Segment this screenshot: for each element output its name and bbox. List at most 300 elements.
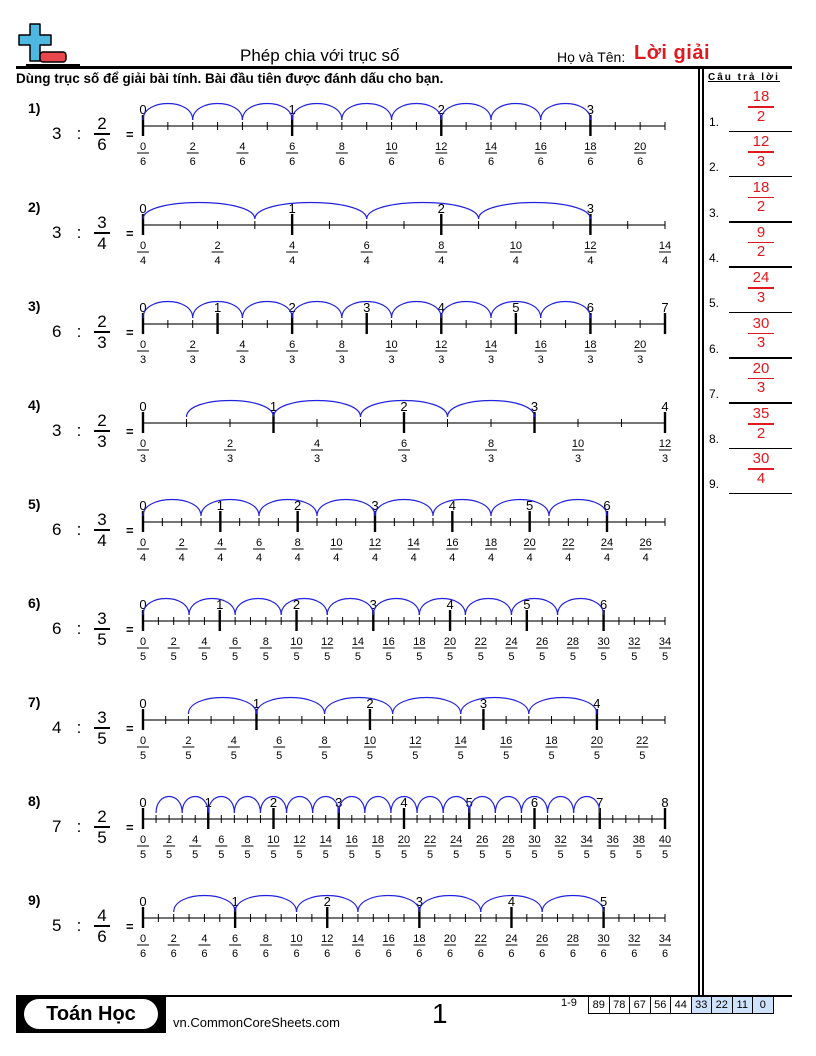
svg-text:3: 3 bbox=[239, 354, 246, 366]
answer-number: 1. bbox=[709, 115, 720, 129]
answer-number: 5. bbox=[709, 296, 720, 311]
svg-text:20: 20 bbox=[397, 834, 411, 846]
jump-arc bbox=[255, 203, 367, 220]
tick-fraction-label bbox=[659, 438, 671, 465]
score-cell: 22 bbox=[712, 997, 733, 1014]
tick-fraction-label bbox=[659, 933, 671, 960]
tick-fraction-label bbox=[236, 141, 248, 168]
svg-text:20: 20 bbox=[634, 141, 647, 153]
svg-text:6: 6 bbox=[276, 735, 283, 747]
divide-sign: : bbox=[76, 322, 82, 341]
whole-number-label: 0 bbox=[139, 201, 147, 216]
svg-text:4: 4 bbox=[289, 240, 296, 252]
problem-number: 9) bbox=[28, 892, 41, 908]
answer-number: 2. bbox=[709, 160, 720, 175]
jump-arc bbox=[242, 104, 292, 121]
answer-column-divider-inner bbox=[702, 69, 704, 996]
dividend: 5 bbox=[52, 916, 62, 935]
svg-text:6: 6 bbox=[354, 948, 362, 960]
svg-text:3: 3 bbox=[139, 453, 147, 465]
svg-text:4: 4 bbox=[410, 552, 417, 564]
dividend: 6 bbox=[52, 322, 62, 341]
equals-sign: = bbox=[126, 720, 134, 736]
svg-text:5: 5 bbox=[385, 651, 392, 663]
header-rule bbox=[16, 66, 792, 69]
divisor-numerator: 4 bbox=[97, 906, 107, 926]
svg-text:3: 3 bbox=[574, 453, 582, 465]
tick-fraction-label bbox=[137, 834, 149, 861]
svg-text:5: 5 bbox=[569, 651, 576, 663]
svg-text:0: 0 bbox=[139, 339, 147, 351]
tick-fraction-label bbox=[554, 834, 566, 861]
divisor-numerator: 2 bbox=[97, 411, 107, 431]
answer-fraction bbox=[746, 360, 776, 398]
tick-fraction-label bbox=[444, 933, 456, 960]
divisor-numerator: 3 bbox=[97, 609, 107, 629]
equals-sign: = bbox=[126, 126, 134, 142]
svg-text:10: 10 bbox=[290, 636, 303, 648]
svg-text:5: 5 bbox=[479, 849, 486, 861]
tick-fraction-label bbox=[398, 438, 410, 465]
whole-number-label: 5 bbox=[523, 597, 531, 612]
jump-arc bbox=[234, 797, 260, 814]
svg-text:0: 0 bbox=[139, 933, 147, 945]
divisor-denominator: 6 bbox=[97, 134, 107, 154]
whole-number-label: 1 bbox=[216, 498, 224, 513]
svg-text:5: 5 bbox=[503, 750, 510, 762]
number-line bbox=[0, 298, 690, 388]
score-cell: 33 bbox=[692, 997, 713, 1014]
jump-arc bbox=[393, 698, 461, 715]
svg-text:5: 5 bbox=[354, 651, 362, 663]
svg-text:5: 5 bbox=[270, 849, 277, 861]
svg-text:5: 5 bbox=[427, 849, 434, 861]
whole-number-label: 0 bbox=[139, 102, 147, 117]
tick-fraction-label bbox=[408, 537, 420, 564]
site-link[interactable]: vn.CommonCoreSheets.com bbox=[173, 1015, 340, 1030]
tick-fraction-label bbox=[137, 636, 149, 663]
tick-fraction-label bbox=[584, 339, 596, 366]
svg-text:8: 8 bbox=[294, 537, 301, 549]
svg-text:5: 5 bbox=[457, 750, 464, 762]
tick-fraction-label bbox=[383, 636, 395, 663]
problem bbox=[0, 298, 690, 388]
svg-text:6: 6 bbox=[400, 438, 408, 450]
tick-fraction-label bbox=[321, 933, 333, 960]
tick-fraction-label bbox=[628, 933, 640, 960]
answer-numerator: 30 bbox=[752, 314, 770, 332]
svg-text:38: 38 bbox=[632, 834, 646, 846]
svg-text:8: 8 bbox=[338, 141, 345, 153]
svg-text:6: 6 bbox=[239, 156, 246, 168]
svg-text:30: 30 bbox=[597, 636, 610, 648]
divisor-numerator: 2 bbox=[97, 807, 107, 827]
jump-arc bbox=[548, 797, 574, 814]
svg-text:16: 16 bbox=[446, 537, 459, 549]
answer-denominator: 3 bbox=[756, 334, 766, 351]
svg-text:4: 4 bbox=[313, 438, 321, 450]
answer-numerator: 9 bbox=[756, 223, 766, 241]
jump-arc bbox=[287, 797, 313, 814]
svg-text:12: 12 bbox=[435, 141, 448, 153]
svg-text:6: 6 bbox=[255, 537, 263, 549]
score-cell: 11 bbox=[733, 997, 754, 1014]
svg-text:6: 6 bbox=[446, 948, 454, 960]
tick-fraction-label bbox=[273, 735, 285, 762]
tick-fraction-label bbox=[236, 339, 248, 366]
svg-text:5: 5 bbox=[166, 849, 173, 861]
svg-text:8: 8 bbox=[338, 339, 345, 351]
tick-fraction-label bbox=[581, 834, 593, 861]
tick-fraction-label bbox=[424, 834, 436, 861]
number-line bbox=[0, 496, 690, 586]
svg-text:22: 22 bbox=[474, 636, 487, 648]
divide-sign: : bbox=[76, 223, 82, 242]
svg-text:0: 0 bbox=[139, 141, 147, 153]
answer-line bbox=[729, 176, 792, 178]
jump-arc bbox=[441, 104, 491, 121]
svg-text:4: 4 bbox=[217, 552, 224, 564]
svg-text:5: 5 bbox=[446, 651, 454, 663]
svg-text:5: 5 bbox=[609, 849, 616, 861]
svg-text:10: 10 bbox=[385, 141, 398, 153]
svg-text:3: 3 bbox=[661, 453, 669, 465]
problem bbox=[0, 694, 690, 784]
equals-sign: = bbox=[126, 621, 134, 637]
tick-fraction-label bbox=[455, 735, 467, 762]
svg-text:6: 6 bbox=[416, 948, 423, 960]
answer-numerator: 24 bbox=[752, 269, 770, 287]
answer-column-divider bbox=[698, 69, 700, 996]
whole-number-label: 2 bbox=[437, 201, 445, 216]
tick-fraction-label bbox=[435, 141, 447, 168]
tick-fraction-label bbox=[137, 141, 149, 168]
svg-text:6: 6 bbox=[324, 948, 331, 960]
svg-text:20: 20 bbox=[443, 933, 457, 945]
svg-text:10: 10 bbox=[571, 438, 585, 450]
whole-number-label: 3 bbox=[479, 696, 488, 711]
tick-fraction-label bbox=[168, 636, 180, 663]
whole-number-label: 0 bbox=[139, 399, 147, 414]
jump-arc bbox=[274, 401, 361, 418]
whole-number-label: 3 bbox=[586, 201, 595, 216]
svg-text:18: 18 bbox=[413, 636, 426, 648]
svg-text:6: 6 bbox=[289, 339, 296, 351]
svg-text:6: 6 bbox=[438, 156, 445, 168]
divisor-denominator: 5 bbox=[97, 728, 107, 748]
whole-number-label: 7 bbox=[596, 795, 604, 810]
answer-fraction bbox=[746, 224, 776, 262]
svg-text:4: 4 bbox=[603, 552, 611, 564]
svg-text:4: 4 bbox=[487, 552, 495, 564]
svg-text:5: 5 bbox=[321, 750, 328, 762]
answer-line bbox=[729, 266, 792, 268]
svg-text:6: 6 bbox=[189, 156, 196, 168]
svg-text:18: 18 bbox=[484, 537, 498, 549]
jump-arc bbox=[242, 302, 292, 319]
answer-number: 6. bbox=[709, 341, 720, 356]
svg-text:4: 4 bbox=[139, 255, 147, 267]
whole-number-label: 4 bbox=[593, 696, 601, 711]
dividend: 3 bbox=[52, 421, 62, 440]
svg-text:16: 16 bbox=[534, 141, 547, 153]
svg-text:6: 6 bbox=[363, 240, 370, 252]
svg-text:3: 3 bbox=[487, 453, 495, 465]
svg-text:20: 20 bbox=[590, 735, 604, 747]
problem bbox=[0, 397, 690, 487]
answer-denominator: 2 bbox=[756, 243, 766, 261]
whole-number-label: 0 bbox=[139, 795, 147, 810]
svg-text:10: 10 bbox=[509, 240, 522, 252]
jump-arc bbox=[392, 302, 442, 319]
tick-fraction-label bbox=[168, 933, 180, 960]
problem-number: 2) bbox=[28, 199, 41, 215]
page-number: 1 bbox=[432, 998, 448, 1029]
jump-arc bbox=[417, 797, 443, 814]
tick-fraction-label bbox=[607, 834, 619, 861]
svg-text:0: 0 bbox=[139, 537, 147, 549]
jump-arc bbox=[419, 599, 465, 616]
tick-fraction-label bbox=[450, 834, 462, 861]
svg-text:18: 18 bbox=[371, 834, 385, 846]
svg-text:5: 5 bbox=[639, 750, 646, 762]
divide-sign: : bbox=[76, 916, 82, 935]
equals-sign: = bbox=[126, 918, 134, 934]
answer-denominator: 4 bbox=[756, 469, 766, 487]
whole-number-label: 5 bbox=[526, 498, 534, 513]
tick-fraction-label bbox=[321, 636, 333, 663]
answer-item bbox=[706, 405, 792, 449]
svg-text:5: 5 bbox=[139, 651, 147, 663]
svg-text:2: 2 bbox=[214, 240, 221, 252]
svg-text:5: 5 bbox=[348, 849, 355, 861]
svg-text:30: 30 bbox=[528, 834, 541, 846]
svg-text:3: 3 bbox=[139, 354, 147, 366]
svg-text:14: 14 bbox=[484, 141, 498, 153]
divisor-numerator: 3 bbox=[97, 213, 107, 233]
svg-text:5: 5 bbox=[230, 750, 237, 762]
jump-arc bbox=[201, 500, 259, 517]
tick-fraction-label bbox=[584, 141, 596, 168]
svg-text:5: 5 bbox=[262, 651, 269, 663]
whole-number-label: 1 bbox=[216, 597, 224, 612]
answer-denominator: 3 bbox=[756, 288, 766, 306]
svg-text:5: 5 bbox=[192, 849, 199, 861]
svg-text:4: 4 bbox=[294, 552, 301, 564]
svg-text:5: 5 bbox=[531, 849, 538, 861]
divide-sign: : bbox=[76, 421, 82, 440]
tick-fraction-label bbox=[182, 735, 194, 762]
svg-text:34: 34 bbox=[580, 834, 593, 846]
whole-number-label: 6 bbox=[603, 498, 611, 513]
whole-number-label: 1 bbox=[269, 399, 278, 414]
jump-arc bbox=[292, 302, 342, 319]
svg-text:6: 6 bbox=[139, 156, 147, 168]
svg-text:3: 3 bbox=[400, 453, 408, 465]
whole-number-label: 6 bbox=[599, 597, 608, 612]
tick-fraction-label bbox=[597, 636, 609, 663]
svg-text:14: 14 bbox=[454, 735, 467, 747]
svg-text:5: 5 bbox=[635, 849, 642, 861]
jump-arc bbox=[495, 797, 521, 814]
svg-text:32: 32 bbox=[628, 636, 641, 648]
tick-fraction-label bbox=[572, 438, 584, 465]
answer-item bbox=[706, 360, 792, 404]
dividend: 6 bbox=[52, 619, 62, 638]
svg-text:5: 5 bbox=[201, 651, 208, 663]
tick-fraction-label bbox=[528, 834, 540, 861]
jump-arc bbox=[541, 302, 591, 319]
jump-arc bbox=[441, 302, 491, 319]
svg-text:6: 6 bbox=[508, 948, 515, 960]
answer-line bbox=[729, 221, 792, 223]
svg-text:36: 36 bbox=[606, 834, 619, 846]
score-table bbox=[588, 997, 774, 1014]
svg-text:5: 5 bbox=[276, 750, 283, 762]
tick-fraction-label bbox=[137, 240, 149, 267]
tick-fraction-label bbox=[535, 339, 547, 366]
problem-number: 8) bbox=[28, 793, 41, 809]
svg-text:4: 4 bbox=[526, 552, 533, 564]
svg-text:4: 4 bbox=[239, 141, 246, 153]
jump-arc bbox=[187, 401, 274, 418]
divisor-denominator: 5 bbox=[97, 629, 107, 649]
whole-number-label: 4 bbox=[448, 498, 456, 513]
jump-arc bbox=[465, 599, 511, 616]
tick-fraction-label bbox=[260, 933, 272, 960]
svg-text:2: 2 bbox=[170, 636, 177, 648]
svg-text:6: 6 bbox=[637, 156, 644, 168]
tick-fraction-label bbox=[385, 339, 397, 366]
score-cell: 56 bbox=[651, 997, 672, 1014]
problem-number: 3) bbox=[28, 298, 41, 314]
whole-number-label: 4 bbox=[400, 795, 408, 810]
svg-text:5: 5 bbox=[508, 651, 515, 663]
whole-number-label: 2 bbox=[269, 795, 278, 810]
tick-fraction-label bbox=[659, 636, 671, 663]
svg-text:4: 4 bbox=[642, 552, 649, 564]
jump-arc bbox=[327, 599, 373, 616]
svg-text:6: 6 bbox=[539, 948, 546, 960]
tick-fraction-label bbox=[413, 933, 425, 960]
score-cell: 67 bbox=[630, 997, 651, 1014]
whole-number-label: 3 bbox=[415, 894, 423, 909]
tick-fraction-label bbox=[485, 141, 497, 168]
tick-fraction-label bbox=[137, 933, 149, 960]
jump-arc bbox=[281, 599, 327, 616]
svg-text:3: 3 bbox=[388, 354, 395, 366]
svg-text:0: 0 bbox=[139, 735, 147, 747]
whole-number-label: 2 bbox=[292, 597, 301, 612]
svg-text:4: 4 bbox=[192, 834, 199, 846]
tick-fraction-label bbox=[189, 834, 201, 861]
tick-fraction-label bbox=[352, 933, 364, 960]
answer-fraction bbox=[746, 405, 776, 443]
svg-text:16: 16 bbox=[500, 735, 513, 747]
svg-text:5: 5 bbox=[477, 651, 484, 663]
answer-fraction bbox=[746, 315, 776, 353]
jump-arc bbox=[365, 797, 391, 814]
jump-arc bbox=[448, 401, 535, 418]
tick-fraction-label bbox=[137, 339, 149, 366]
svg-text:24: 24 bbox=[600, 537, 614, 549]
problem-number: 5) bbox=[28, 496, 41, 512]
number-line bbox=[0, 892, 690, 982]
svg-text:5: 5 bbox=[139, 849, 147, 861]
svg-text:22: 22 bbox=[562, 537, 575, 549]
svg-text:5: 5 bbox=[366, 750, 374, 762]
tick-fraction-label bbox=[524, 537, 536, 564]
whole-number-label: 0 bbox=[139, 597, 147, 612]
whole-number-label: 1 bbox=[231, 894, 239, 909]
dividend: 4 bbox=[52, 718, 62, 737]
tick-fraction-label bbox=[290, 933, 302, 960]
jump-arc bbox=[174, 896, 235, 913]
svg-text:4: 4 bbox=[201, 636, 208, 648]
tick-fraction-label bbox=[198, 933, 210, 960]
svg-text:10: 10 bbox=[330, 537, 343, 549]
answer-line bbox=[729, 493, 792, 495]
whole-number-label: 4 bbox=[661, 399, 669, 414]
tick-fraction-label bbox=[352, 636, 364, 663]
jump-arc bbox=[367, 203, 479, 220]
svg-text:8: 8 bbox=[438, 240, 445, 252]
svg-text:3: 3 bbox=[189, 354, 196, 366]
answer-fraction bbox=[746, 450, 776, 488]
divisor-numerator: 2 bbox=[97, 114, 107, 134]
svg-text:12: 12 bbox=[293, 834, 306, 846]
svg-text:3: 3 bbox=[587, 354, 594, 366]
svg-text:6: 6 bbox=[289, 156, 296, 168]
svg-text:5: 5 bbox=[218, 849, 225, 861]
svg-text:6: 6 bbox=[388, 156, 395, 168]
svg-text:6: 6 bbox=[661, 948, 669, 960]
svg-text:4: 4 bbox=[214, 255, 221, 267]
svg-text:24: 24 bbox=[505, 636, 518, 648]
whole-number-label: 2 bbox=[323, 894, 331, 909]
svg-text:12: 12 bbox=[435, 339, 448, 351]
problem-number: 1) bbox=[28, 100, 41, 116]
divide-sign: : bbox=[76, 619, 82, 638]
whole-number-label: 6 bbox=[530, 795, 539, 810]
tick-fraction-label bbox=[536, 636, 548, 663]
tick-fraction-label bbox=[435, 240, 447, 267]
answer-denominator: 3 bbox=[756, 379, 766, 397]
svg-text:4: 4 bbox=[255, 552, 263, 564]
svg-text:10: 10 bbox=[267, 834, 280, 846]
jump-arc bbox=[558, 599, 604, 616]
tick-fraction-label bbox=[591, 735, 603, 762]
tick-fraction-label bbox=[545, 735, 557, 762]
tick-fraction-label bbox=[372, 834, 384, 861]
answer-numerator: 30 bbox=[752, 450, 770, 468]
divisor-numerator: 2 bbox=[97, 312, 107, 332]
svg-text:6: 6 bbox=[218, 834, 225, 846]
whole-number-label: 1 bbox=[204, 795, 212, 810]
brand-label: Toán Học bbox=[24, 999, 158, 1029]
score-cell: 78 bbox=[610, 997, 631, 1014]
problem-number: 7) bbox=[28, 694, 41, 710]
whole-number-label: 5 bbox=[599, 894, 608, 909]
jump-arc bbox=[259, 500, 317, 517]
tick-fraction-label bbox=[163, 834, 175, 861]
svg-text:6: 6 bbox=[477, 948, 484, 960]
answer-line bbox=[729, 357, 792, 359]
divide-sign: : bbox=[76, 718, 82, 737]
jump-arc bbox=[541, 104, 591, 121]
svg-text:2: 2 bbox=[166, 834, 173, 846]
jump-arc bbox=[143, 203, 255, 220]
